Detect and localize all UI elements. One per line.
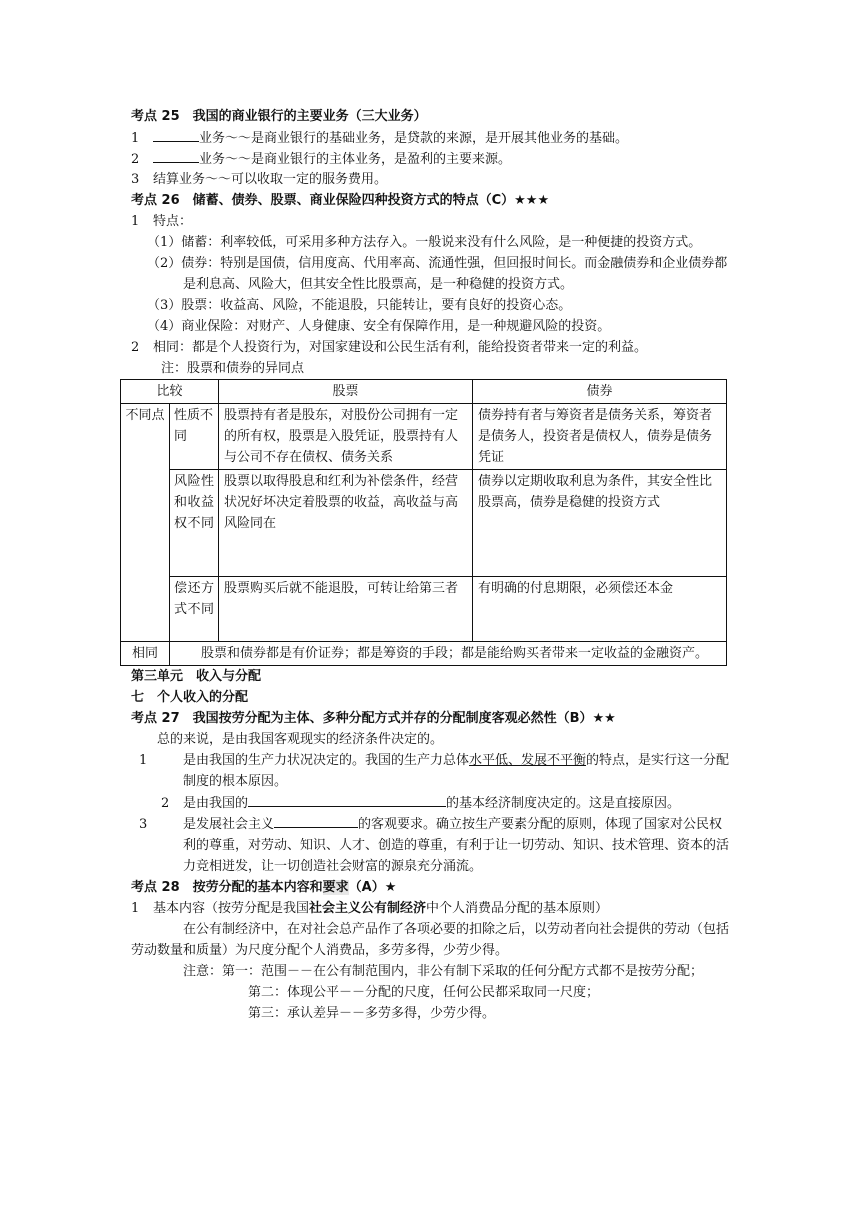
feature-point: （3）股票：收益高、风险，不能退股，只能转让，要有良好的投资心态。: [147, 298, 572, 313]
list-item: 3 结算业务～～可以收取一定的服务费用。: [131, 172, 388, 187]
list-item: 2 是由我国的 的基本经济制度决定的。这是直接原因。: [131, 792, 731, 813]
list-item: 1 特点：: [131, 214, 193, 229]
table-note: 注：股票和债券的异同点: [161, 361, 305, 376]
table-cell: 债券持有者与筹资者是债务关系，筹资者是债务人，投资者是债权人，债券是债务凭证: [473, 404, 727, 470]
table-row: [121, 642, 727, 666]
table-cell: 股票持有者是股东，对股份公司拥有一定的所有权，股票是入股凭证，股票持有人与公司不存在债权、债务关系: [219, 404, 473, 470]
paragraph: 总的来说，是由我国客观现实的经济条件决定的。: [157, 732, 444, 747]
chapter-title: 七 个人收入的分配: [131, 690, 249, 705]
row-group-label: 不同点: [121, 404, 170, 642]
underlined-text: 水平低、发展不平衡: [469, 753, 587, 768]
feature-point: （2）债券：特别是国债，信用度高、代用率高、流通性强，但回报时间长。而金融债券和企业债券都是利息高、风险大，但其安全性比股票高，是一种稳健的投资方式。: [147, 256, 728, 292]
row-group-label: 相同: [121, 642, 170, 666]
list-item: 2 业务～～是商业银行的主体业务，是盈利的主要来源。: [131, 148, 731, 169]
table-row: [121, 470, 727, 577]
feature-point: （4）商业保险：对财产、人身健康、安全有保障作用，是一种规避风险的投资。: [147, 319, 611, 334]
comparison-table: [120, 379, 727, 666]
document-page: [125, 106, 731, 1024]
list-item: 3 是发展社会主义 的客观要求。确立按生产要素分配的原则，体现了国家对公民权利的尊重，对劳动、知识、人才、创造的尊重，有利于让一切劳动、知识、技术管理、资本的活力竞相迸发，让一切创造社会财富的源泉充分涌流。: [131, 813, 731, 877]
unit-title: 第三单元 收入与分配: [131, 669, 262, 684]
fill-blank: [153, 127, 199, 142]
note: 第二：体现公平－－分配的尺度，任何公民都采取同一尺度；: [248, 985, 600, 1000]
note: 第三：承认差异－－多劳多得，少劳少得。: [248, 1006, 496, 1021]
fill-blank: [153, 148, 199, 163]
section-28-title: 考点 28 按劳分配的基本内容和要求（A）★: [131, 880, 397, 895]
fill-blank: [248, 792, 446, 807]
table-header: 股票: [219, 380, 473, 404]
table-cell: 有明确的付息期限，必须偿还本金: [473, 577, 727, 642]
list-item: 2 相同：都是个人投资行为，对国家建设和公民生活有利，能给投资者带来一定的利益。: [131, 340, 648, 355]
table-row: [121, 404, 727, 470]
table-cell: 股票和债券都是有价证券；都是筹资的手段；都是能给购买者带来一定收益的金融资产。: [170, 642, 727, 666]
fill-blank: [274, 813, 358, 828]
note: 注意：第一：范围－－在公有制范围内，非公有制下采取的任何分配方式都不是按劳分配；: [183, 964, 704, 979]
table-header-row: [121, 380, 727, 404]
row-label: 性质不同: [170, 404, 219, 470]
section-26-title: 考点 26 储蓄、债券、股票、商业保险四种投资方式的特点（C）★★★: [131, 193, 550, 208]
table-cell: 股票购买后就不能退股，可转让给第三者: [219, 577, 473, 642]
list-item: 1 是由我国的生产力状况决定的。我国的生产力总体水平低、发展不平衡的特点，是实行这一分配制度的根本原因。: [139, 753, 730, 789]
section-25-title: 考点 25 我国的商业银行的主要业务（三大业务）: [131, 109, 427, 124]
list-item: 1 业务～～是商业银行的基础业务，是贷款的来源，是开展其他业务的基础。: [131, 127, 731, 148]
table-cell: 股票以取得股息和红利为补偿条件，经营状况好坏决定着股票的收益，高收益与高风险同在: [219, 470, 473, 577]
row-label: 风险性和收益权不同: [170, 470, 219, 577]
feature-point: （1）储蓄：利率较低，可采用多种方法存入。一般说来没有什么风险，是一种便捷的投资方式。: [147, 235, 702, 250]
table-header: 比较: [121, 380, 219, 404]
list-item: 1 基本内容（按劳分配是我国社会主义公有制经济中个人消费品分配的基本原则）: [131, 901, 609, 916]
table-row: [121, 577, 727, 642]
table-header: 债券: [473, 380, 727, 404]
paragraph: 在公有制经济中，在对社会总产品作了各项必要的扣除之后，以劳动者向社会提供的劳动（包括劳动数量和质量）为尺度分配个人消费品，多劳多得，少劳少得。: [131, 922, 730, 958]
section-27-title: 考点 27 我国按劳分配为主体、多种分配方式并存的分配制度客观必然性（B）★★: [131, 711, 616, 726]
row-label: 偿还方式不同: [170, 577, 219, 642]
table-cell: 债券以定期收取利息为条件，其安全性比股票高，债券是稳健的投资方式: [473, 470, 727, 577]
